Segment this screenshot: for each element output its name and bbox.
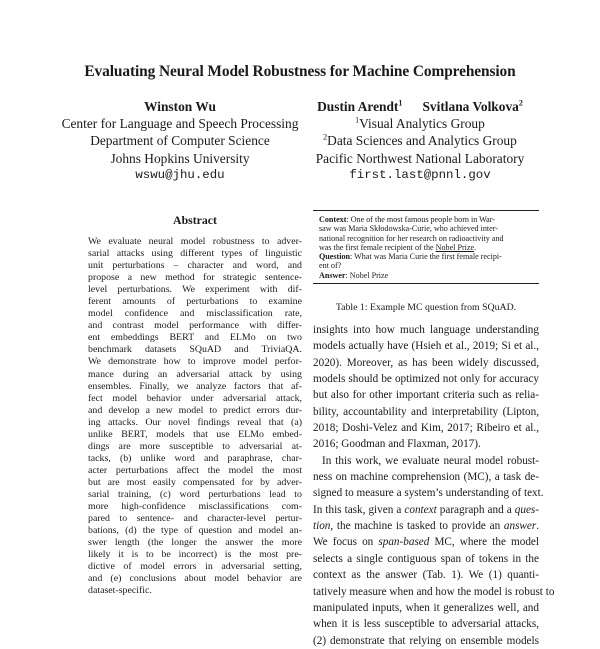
abstract-line: swer length (the longer the answer the more — [88, 537, 302, 549]
affiliation-line: $^2$Data Sciences and Analytics Group — [323, 132, 517, 149]
abstract-line: and contrast model performance with differ- — [88, 320, 302, 332]
abstract-line: level perturbations. We experiment with dif- — [88, 284, 302, 296]
body-text — [313, 322, 555, 649]
abstract-line: model confidence and misclassification rate, — [88, 308, 302, 320]
body-line: models should be optimized not only for accuracy — [313, 373, 539, 386]
abstract-line: likely it is to be incorrect) is the most pre- — [88, 549, 302, 561]
abstract-line: sarial training, (c) word perturbations lead to — [88, 488, 302, 500]
affiliation-line: Pacific Northwest National Laboratory — [315, 150, 525, 166]
abstract-line: fect model behavior under adversarial attack, — [88, 392, 302, 404]
paragraph-2: In this work, we evaluate neural model robust- ness on machine comprehension (MC), a task de- signed to measure a system’s understanding of text. In this task, given a context paragraph and a ques- tion, the machine is tasked to provide an answer. We focus on span-based MC, where the model selects a single contiguous span of tokens in the context as the answer (Tab. 1). We (1) quanti- tatively measure when and how the model is robust to manipulated inputs, when it generalizes well, and when it is less susceptible to adversarial attacks, (2) demonstrate that relying on ensemble models — [313, 454, 555, 647]
author-name: Dustin Arendt — [317, 99, 399, 114]
abstract-line: ferent amounts of perturbations to examine — [88, 296, 302, 308]
abstract-heading: Abstract — [173, 213, 217, 227]
affiliation-line: Johns Hopkins University — [110, 150, 250, 166]
table-caption: Table 1: Example MC question from SQuAD. — [335, 302, 517, 313]
abstract-line: tacks, (b) unlike word and paraphrase, char- — [88, 452, 302, 464]
abstract-line: and (e) conclusions about model behavior are — [88, 573, 302, 585]
body-line: 2018; Doshi-Velez and Kim, 2017; Ribeiro et al., — [313, 422, 539, 435]
paper-title: Evaluating Neural Model Robustness for Machine Comprehension — [84, 63, 516, 80]
abstract-line: dictive of model errors in adversarial setting, — [88, 561, 302, 573]
author-name: Winston Wu — [144, 99, 216, 114]
abstract-line: We evaluate neural model robustness to adver- — [88, 236, 302, 247]
abstract-line: ent embeddings BERT and ELMo on two — [88, 332, 302, 344]
author-names — [300, 98, 540, 115]
author-sup: 1 — [398, 98, 403, 108]
abstract-line: propose a new method for strategic sentence- — [88, 272, 302, 284]
table-context: Context: One of the most famous people born in War- saw was Maria Skłodowska-Curie, who achieved inter- national recognition for her research on radioactivity and was the first female recipient of the Nobel Prize. — [319, 215, 504, 252]
abstract-line: unit perturbations – character and word, and — [88, 260, 302, 272]
affiliation-line: Department of Computer Science — [90, 133, 270, 149]
author-block-2 — [300, 98, 540, 184]
abstract-line: ing attacks. Our novel findings reveal that (a) — [88, 416, 302, 428]
abstract-line: more high-confidence misclassifications com- — [88, 501, 302, 513]
abstract-line: dings are more susceptible to adversarial at- — [88, 440, 302, 452]
table-answer: Answer: Nobel Prize — [319, 270, 389, 280]
author-sup: 2 — [518, 98, 523, 108]
body-line: 2020). Moreover, as has been widely discussed, — [313, 356, 539, 369]
abstract-line: benchmark datasets SQuAD and TriviaQA. — [88, 344, 302, 356]
body-line: 2016; Goodman and Flaxman, 2017). — [313, 438, 481, 451]
affiliation-line: $^1$Visual Analytics Group — [355, 115, 485, 132]
abstract-line: but are most easily compensated for by adver- — [88, 476, 302, 488]
abstract-line: mance during an adversarial attack by using — [88, 368, 302, 380]
body-line: bility, accountability and interpretability (Lipton, — [313, 405, 539, 418]
abstract-body — [88, 236, 302, 597]
abstract-line: dataset-specific. — [88, 585, 152, 597]
example-table — [313, 210, 539, 284]
author-email: first.last@pnnl.gov — [349, 167, 491, 182]
abstract-line: sarial attacks using different types of linguistic — [88, 248, 302, 260]
table-question: Question: What was Maria Curie the first female recipi- ent of? — [319, 252, 502, 271]
body-line: but also for other important criteria such as relia- — [313, 389, 539, 402]
body-line: insights into how much language understanding — [313, 324, 539, 336]
abstract-line: and develop a new model to predict errors dur- — [88, 404, 302, 416]
author-block-1 — [60, 98, 300, 184]
body-line: models actually have (Hsieh et al., 2019; Si et al., — [313, 340, 539, 353]
author-email: wswu@jhu.edu — [135, 167, 225, 182]
abstract-line: acter perturbations affect the model the most — [88, 464, 302, 476]
abstract-line: unlike BERT, models that use ELMo embed- — [88, 428, 302, 440]
author-name: Svitlana Volkova — [422, 99, 519, 114]
abstract-line: ensembles. Finally, we analyze factors that af- — [88, 380, 302, 392]
paragraph-1 — [313, 322, 539, 453]
affiliation-line: Center for Language and Speech Processing — [61, 116, 299, 132]
abstract-line: bations, (d) the type of question and model an- — [88, 525, 302, 537]
abstract-line: pared to sentence- and character-level pertur- — [88, 513, 302, 525]
abstract-line: We demonstrate how to improve model perfor- — [88, 356, 302, 368]
